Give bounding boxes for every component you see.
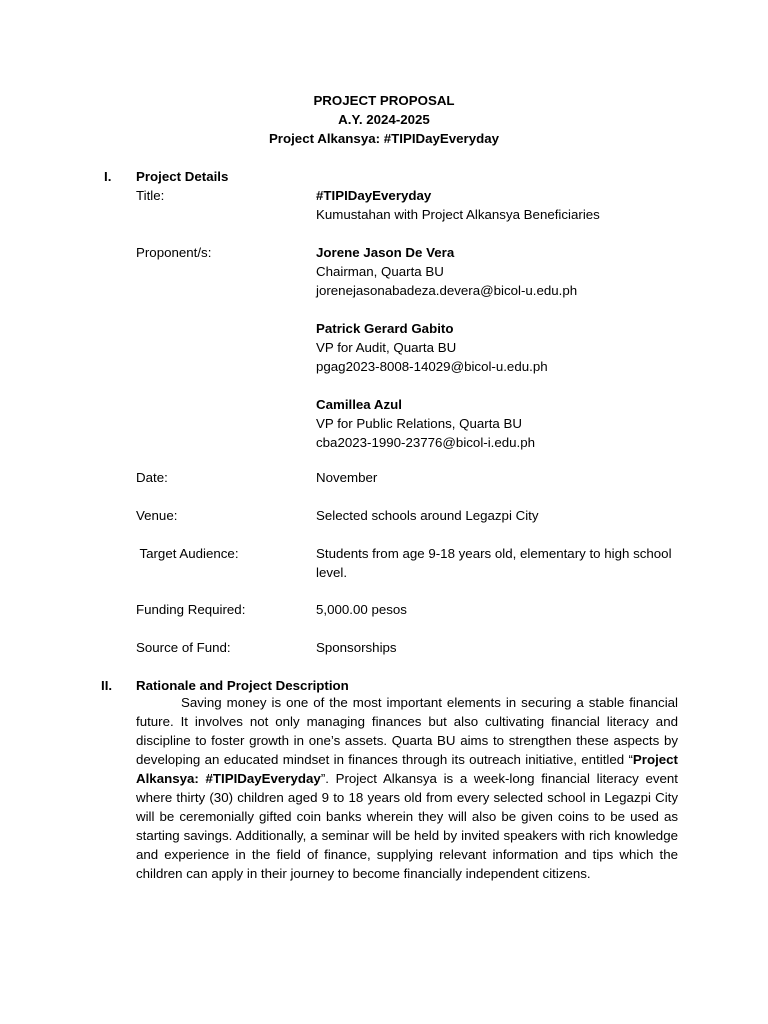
header-project-name: Project Alkansya: #TIPIDayEveryday — [268, 131, 500, 146]
rationale-text-end: ”. Project Alkansya is a week-long financial literacy event where thirty (30) children aged 9 to 18 years old from every selected school in Legazpi City will be ceremonially gifted coin banks wherein they will also be given coins to be used as starting savings. Additionally, a seminar will be held by invited speakers with rich knowledge and experience in the field of finance, supplying relevant information and tips which the children can apply in their journey to become financially independent citizens. — [136, 771, 678, 881]
rationale-project-name: Project Alkansya: #TIPIDayEveryday — [136, 752, 678, 786]
proponent-role: Chairman, Quarta BU — [316, 264, 444, 279]
funding-value: 5,000.00 pesos — [316, 602, 407, 617]
section-1-number: I. — [104, 169, 112, 184]
proponent-label: Proponent/s: — [136, 245, 212, 260]
proponent-email: jorenejasonabadeza.devera@bicol-u.edu.ph — [316, 283, 578, 298]
source-label: Source of Fund: — [136, 640, 231, 655]
date-label: Date: — [136, 470, 168, 485]
proponent-role: VP for Audit, Quarta BU — [316, 340, 457, 355]
audience-label: Target Audience: — [136, 546, 239, 561]
proponent-role: VP for Public Relations, Quarta BU — [316, 416, 522, 431]
proponent-name: Camillea Azul — [316, 397, 402, 412]
header-title: PROJECT PROPOSAL — [313, 93, 455, 108]
document-header — [0, 91, 768, 148]
venue-label: Venue: — [136, 508, 178, 523]
venue-value: Selected schools around Legazpi City — [316, 508, 539, 523]
title-label: Title: — [136, 188, 165, 203]
section-2-title: Rationale and Project Description — [136, 678, 349, 693]
proponent-email: pgag2023-8008-14029@bicol-u.edu.ph — [316, 359, 548, 374]
section-1-title: Project Details — [136, 169, 229, 184]
source-value: Sponsorships — [316, 640, 397, 655]
proponent-name: Jorene Jason De Vera — [316, 245, 455, 260]
title-value-sub: Kumustahan with Project Alkansya Beneficiaries — [316, 207, 600, 222]
audience-value: Students from age 9-18 years old, elementary to high school level. — [316, 546, 672, 580]
title-value-main: #TIPIDayEveryday — [316, 188, 432, 203]
proponent-entry — [316, 243, 678, 300]
funding-label: Funding Required: — [136, 602, 246, 617]
date-value: November — [316, 470, 378, 485]
section-2-number: II. — [101, 678, 113, 693]
proponent-email: cba2023-1990-23776@bicol-i.edu.ph — [316, 435, 536, 450]
rationale-text-start: Saving money is one of the most important elements in securing a stable financial future. It involves not only managing finances but also cultivating financial literacy and discipline to foster growth in one’s assets. Quarta BU aims to strengthen these aspects by developing an educated mindset in finances through its outreach initiative, entitled “ — [136, 695, 678, 767]
rationale-paragraph — [136, 693, 678, 883]
proponent-name: Patrick Gerard Gabito — [316, 321, 454, 336]
proponent-list — [316, 243, 678, 452]
header-academic-year: A.Y. 2024-2025 — [338, 112, 430, 127]
title-value — [316, 186, 678, 224]
proponent-entry — [316, 395, 678, 452]
proponent-entry — [316, 319, 678, 376]
